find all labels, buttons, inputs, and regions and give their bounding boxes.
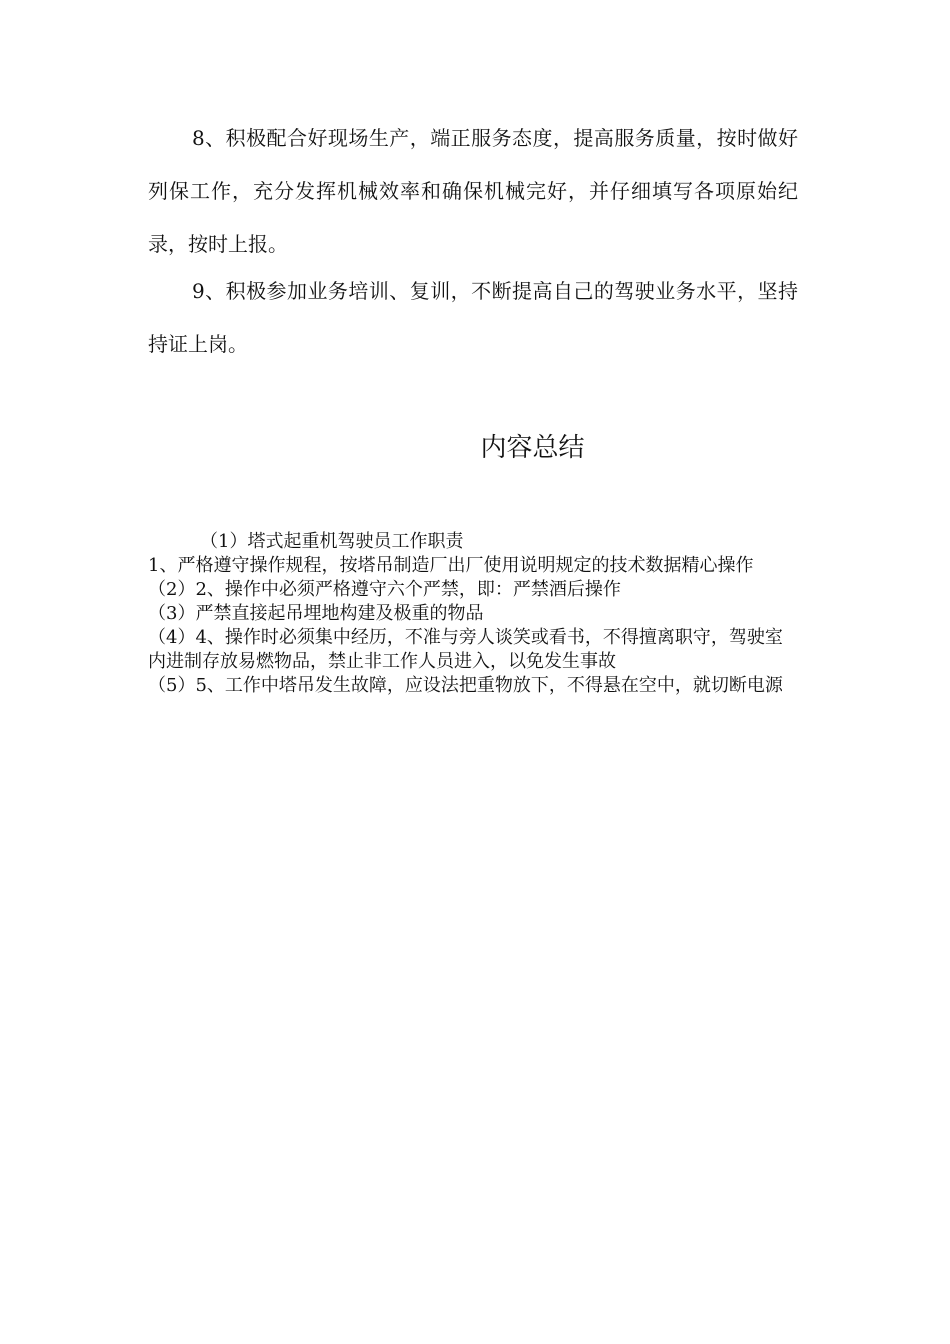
summary-item: （1）塔式起重机驾驶员工作职责 <box>200 531 464 552</box>
summary-list <box>148 530 800 698</box>
summary-title: 内容总结 <box>480 433 585 463</box>
summary-item: 1、严格遵守操作规程，按塔吊制造厂出厂使用说明规定的技术数据精心操作 <box>148 555 754 576</box>
paragraph-item-8 <box>148 112 798 271</box>
paragraph-text: 8、积极配合好现场生产，端正服务态度，提高服务质量，按时做好列保工作，充分发挥机械效率和确保机械完好，并仔细填写各项原始纪录，按时上报。 <box>148 126 798 256</box>
summary-item: （4）4、操作时必须集中经历，不准与旁人谈笑或看书，不得擅离职守，驾驶室内进制存放易燃物品，禁止非工作人员进入，以免发生事故 <box>148 627 783 672</box>
summary-item: （5）5、工作中塔吊发生故障，应设法把重物放下，不得悬在空中，就切断电源 <box>148 675 783 696</box>
paragraph-item-9 <box>148 265 798 371</box>
summary-item: （3）严禁直接起吊埋地构建及极重的物品 <box>148 603 484 624</box>
paragraph-text: 9、积极参加业务培训、复训，不断提高自己的驾驶业务水平，坚持持证上岗。 <box>148 279 798 356</box>
summary-item: （2）2、操作中必须严格遵守六个严禁，即：严禁酒后操作 <box>148 579 621 600</box>
